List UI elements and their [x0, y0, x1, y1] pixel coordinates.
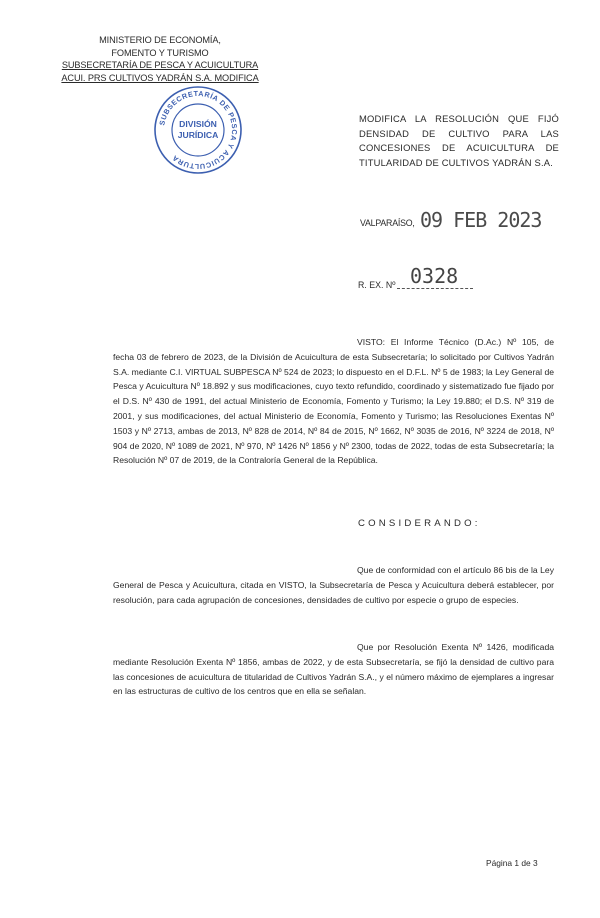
date-stamp: 09 FEB 2023 [420, 208, 542, 232]
considerando-paragraph-2 [113, 640, 554, 699]
stamp-center-line2: JURÍDICA [177, 130, 219, 140]
letterhead-reference: ACUI. PRS CULTIVOS YADRÁN S.A. MODIFICA [61, 72, 259, 83]
stamp-ring-text: SUBSECRETARÍA DE PESCA Y ACUICULTURA [157, 88, 240, 172]
considerando-2-text: Que por Resolución Exenta Nº 1426, modificada mediante Resolución Exenta Nº 1856, ambas de 2022, y de esta Subsecretaría, se fijó la densidad de cultivo para las concesiones de acuicultura de titularidad de Cultivos Yadrán S.A., y el número máximo de ejemplares a ingresar en las estructuras de cultivo de los centros que en ella se señalan. [113, 642, 554, 697]
stamp-center-line1: DIVISIÓN [179, 119, 217, 129]
letterhead-undersecretariat: SUBSECRETARÍA DE PESCA Y ACUICULTURA [61, 60, 259, 71]
resolution-number: 0328 [410, 264, 459, 288]
place-label: VALPARAÍSO, [360, 218, 415, 228]
visto-text: VISTO: El Informe Técnico (D.Ac.) Nº 105, de fecha 03 de febrero de 2023, de la División de Acuicultura de esta Subsecretaría; lo solicitado por Cultivos Yadrán S.A. mediante C.I. VIRTUAL SUBPESCA Nº 524 de 2023; lo dispuesto en el D.F.L. Nº 5 de 1983; la Ley General de Pesca y Acuicultura Nº 18.892 y sus modificaciones, cuyo texto refundido, coordinado y sistematizado fue fijado por el D.S. Nº 430 de 1991, del actual Ministerio de Economía, Fomento y Turismo; la Ley 19.880; el D.S. Nº 319 de 2001, y sus modificaciones, del actual Ministerio de Economía, Fomento y Turismo; las Resoluciones Exentas Nº 1503 y Nº 2713, ambas de 2013, Nº 828 de 2014, Nº 84 de 2015, Nº 1662, Nº 3035 de 2016, Nº 3224 de 2018, Nº 904 de 2020, Nº 1089 de 2021, Nº 970, Nº 1426 Nº 1856 y Nº 2300, todas de 2022, todas de esta Subsecretaría; la Resolución Nº 07 de 2019, de la Contraloría General de la República. [113, 337, 554, 466]
visto-paragraph [113, 335, 554, 468]
considerando-title: CONSIDERANDO: [358, 518, 481, 529]
considerando-paragraph-1 [113, 563, 554, 607]
letterhead-ministry-2: FOMENTO Y TURISMO [111, 47, 209, 58]
resolution-number-line [397, 288, 473, 289]
letterhead [60, 34, 260, 84]
division-juridica-stamp [152, 84, 244, 176]
resolution-label: R. EX. Nº [358, 280, 396, 290]
resolution-subject: MODIFICA LA RESOLUCIÓN QUE FIJÓ DENSIDAD DE CULTIVO PARA LAS CONCESIONES DE ACUICULTURA DE TITULARIDAD DE CULTIVOS YADRÁN S.A. [359, 113, 559, 168]
letterhead-ministry: MINISTERIO DE ECONOMÍA, [99, 35, 221, 45]
considerando-1-text: Que de conformidad con el artículo 86 bis de la Ley General de Pesca y Acuicultura, citada en VISTO, la Subsecretaría de Pesca y Acuicultura deberá establecer, por resolución, para cada agrupación de concesiones, densidades de cultivo por especie o grupo de especies. [113, 565, 554, 605]
page-number: Página 1 de 3 [486, 858, 538, 868]
